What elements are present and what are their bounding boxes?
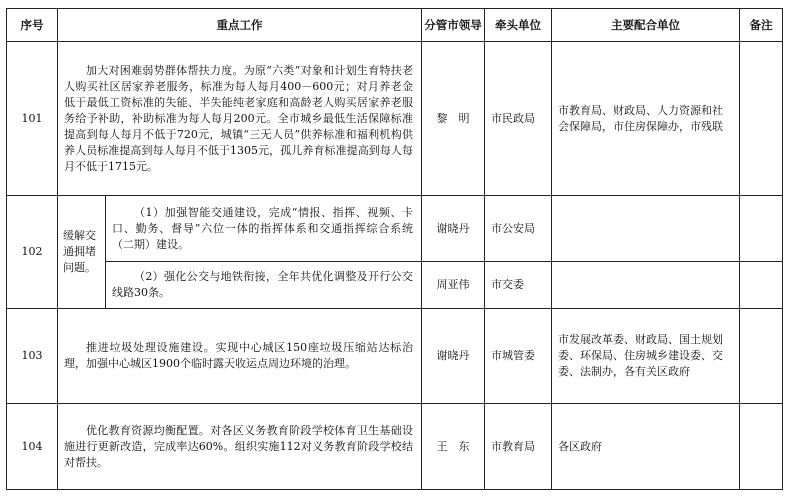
- row-remarks: [740, 262, 783, 309]
- header-row: [7, 9, 783, 42]
- row-lead-unit: 市教育局: [485, 404, 552, 490]
- row-work-text: 优化教育资源均衡配置。对各区义务教育阶段学校体育卫生基础设施进行更新改造，完成率达60%。组织实施112对义务教育阶段学校结对帮扶。: [58, 404, 422, 490]
- table-row-103: [7, 309, 783, 404]
- row-lead-unit: 市民政局: [485, 42, 552, 196]
- header-leader: 分管市领导: [422, 9, 485, 42]
- table-row-101: [7, 42, 783, 196]
- row-sub-work-text: （2）强化公交与地铁衔接，全年共优化调整及开行公交线路30条。: [106, 262, 422, 309]
- row-seq: 103: [7, 309, 58, 404]
- row-coop-units: [552, 196, 740, 262]
- row-leader: 周亚伟: [422, 262, 485, 309]
- row-remarks: [740, 42, 783, 196]
- header-remarks: 备注: [740, 9, 783, 42]
- row-coop-units: 市发展改革委、财政局、国土规划委、环保局、住房城乡建设委、交委、法制办，各有关区政府: [552, 309, 740, 404]
- row-work-text: 推进垃圾处理设施建设。实现中心城区150座垃圾压缩站达标治理，加强中心城区1900个临时露天收运点周边环境的治理。: [58, 309, 422, 404]
- row-remarks: [740, 309, 783, 404]
- header-seq: 序号: [7, 9, 58, 42]
- row-lead-unit: 市城管委: [485, 309, 552, 404]
- row-remarks: [740, 404, 783, 490]
- row-leader: 王 东: [422, 404, 485, 490]
- row-seq: 102: [7, 196, 58, 309]
- header-lead-unit: 牵头单位: [485, 9, 552, 42]
- row-lead-unit: 市交委: [485, 262, 552, 309]
- row-remarks: [740, 196, 783, 262]
- header-coop-units: 主要配合单位: [552, 9, 740, 42]
- row-lead-unit: 市公安局: [485, 196, 552, 262]
- row-leader: 黎 明: [422, 42, 485, 196]
- policy-table-wrapper: [6, 8, 782, 490]
- row-coop-units: 各区政府: [552, 404, 740, 490]
- row-coop-units: 市教育局、财政局、人力资源和社会保障局，市住房保障办，市残联: [552, 42, 740, 196]
- row-work-text: 加大对困难弱势群体帮扶力度。为原“六类”对象和计划生育特扶老人购买社区居家养老服务，标准为每人每月400－600元；对月养老金低于最低工资标准的失能、半失能纯老家庭和高龄老人购买居家养老服务给予补助，补助标准为每人每月200元。全市城乡最低生活保障标准提高到每人每月不低于720元，城镇“三无人员”供养标准和福利机构供养人员标准提高到每人每月不低于1305元，孤儿养育标准提高到每人每月不低于1715元。: [58, 42, 422, 196]
- row-seq: 101: [7, 42, 58, 196]
- row-coop-units: [552, 262, 740, 309]
- row-work-title: 缓解交通拥堵问题。: [58, 196, 106, 309]
- row-sub-work-text: （1）加强智能交通建设，完成“情报、指挥、视频、卡口、勤务、督导”六位一体的指挥体系和交通指挥综合系统（二期）建设。: [106, 196, 422, 262]
- table-row-104: [7, 404, 783, 490]
- header-work: 重点工作: [58, 9, 422, 42]
- table-row-102-sub2: [7, 262, 783, 309]
- policy-table: [6, 8, 783, 490]
- table-row-102-sub1: [7, 196, 783, 262]
- row-seq: 104: [7, 404, 58, 490]
- row-leader: 谢晓丹: [422, 196, 485, 262]
- row-leader: 谢晓丹: [422, 309, 485, 404]
